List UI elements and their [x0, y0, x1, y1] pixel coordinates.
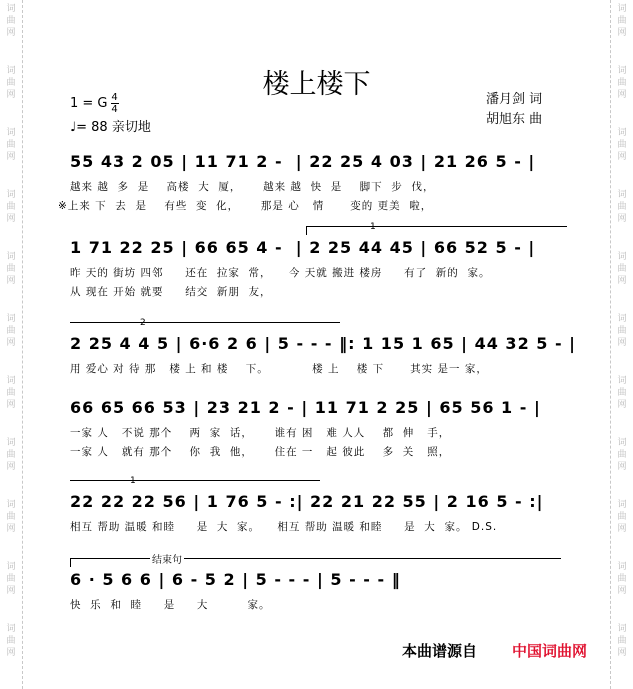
watermark-glyph: 词	[617, 376, 627, 386]
watermark-glyph: 词	[6, 438, 16, 448]
volta-bracket	[70, 322, 340, 331]
time-signature-bottom: 4	[111, 104, 118, 115]
watermark-glyph: 词	[617, 190, 627, 200]
watermark-glyph: 网	[6, 276, 16, 286]
watermark-glyph: 网	[6, 152, 16, 162]
watermark-glyph: 曲	[617, 202, 627, 212]
watermark-glyph: 曲	[617, 16, 627, 26]
lyric-line: 相互 帮助 温暖 和睦 是 大 家。 相互 帮助 温暖 和睦 是 大 家。 D.S.	[70, 521, 498, 533]
watermark-glyph: 词	[6, 314, 16, 324]
lyric-line: 越来 越 多 是 高楼 大 厦， 越来 越 快 是 脚下 步 伐，	[70, 181, 435, 193]
watermark-glyph: 网	[6, 648, 16, 658]
score-row-1	[58, 152, 570, 212]
watermark-glyph: 网	[6, 524, 16, 534]
watermark-glyph: 词	[6, 4, 16, 14]
notation-line: 2 25 4 4 5 | 6·6 2 6 | 5 - - - ‖: 1 15 1 65 | 44 32 5 - |	[70, 334, 577, 353]
watermark-glyph: 网	[617, 152, 627, 162]
notation-line: 1 71 22 25 | 66 65 4 - | 2 25 44 45 | 66 52 5 - |	[70, 238, 536, 257]
watermark-glyph: 词	[6, 128, 16, 138]
watermark-glyph: 曲	[617, 78, 627, 88]
watermark-glyph: 曲	[6, 574, 16, 584]
watermark-glyph: 词	[6, 66, 16, 76]
watermark-glyph: 词	[617, 438, 627, 448]
watermark-glyph: 词	[617, 252, 627, 262]
watermark-glyph: 词	[617, 66, 627, 76]
watermark-glyph: 曲	[6, 636, 16, 646]
lyricist: 潘月剑 词	[486, 92, 543, 107]
watermark-glyph: 曲	[617, 450, 627, 460]
watermark-glyph: 网	[6, 400, 16, 410]
lyric-line: 昨 天的 街坊 四邻 还在 拉家 常， 今 天就 搬进 楼房 有了 新的 家。	[70, 267, 491, 279]
watermark-glyph: 词	[617, 500, 627, 510]
right-watermark-column	[610, 0, 633, 689]
watermark-glyph: 网	[617, 338, 627, 348]
lyric-line: 一家 人 不说 那个 两 家 话， 谁有 困 难 人人 都 伸 手，	[70, 427, 451, 439]
watermark-glyph: 词	[6, 562, 16, 572]
watermark-glyph: 网	[617, 28, 627, 38]
watermark-glyph: 网	[617, 648, 627, 658]
notation-line: 6 · 5 6 6 | 6 - 5 2 | 5 - - - | 5 - - - ‖	[70, 570, 401, 589]
time-signature-top: 4	[111, 92, 118, 103]
watermark-glyph: 网	[617, 524, 627, 534]
score-row-6	[70, 555, 570, 611]
watermark-glyph: 曲	[6, 264, 16, 274]
lyric-line: 快 乐 和 睦 是 大 家。	[70, 599, 271, 611]
watermark-glyph: 词	[6, 190, 16, 200]
watermark-glyph: 网	[6, 586, 16, 596]
watermark-glyph: 词	[617, 128, 627, 138]
tempo-marking: ♩= 88 亲切地	[70, 120, 151, 135]
score-row-5	[70, 476, 570, 533]
watermark-glyph: 曲	[617, 140, 627, 150]
watermark-glyph: 曲	[6, 202, 16, 212]
watermark-glyph: 词	[617, 562, 627, 572]
song-title: 楼上楼下	[262, 69, 371, 100]
watermark-glyph: 曲	[6, 16, 16, 26]
watermark-glyph: 网	[6, 214, 16, 224]
ending-bracket	[70, 558, 561, 567]
volta-bracket	[70, 480, 320, 489]
watermark-glyph: 网	[6, 90, 16, 100]
volta-bracket	[306, 226, 567, 235]
watermark-glyph: 词	[617, 624, 627, 634]
notation-line: 66 65 66 53 | 23 21 2 - | 11 71 2 25 | 65 56 1 - |	[70, 398, 541, 417]
volta-number: 1	[370, 222, 376, 232]
watermark-glyph: 词	[6, 624, 16, 634]
left-watermark-column	[0, 0, 23, 689]
watermark-glyph: 词	[617, 4, 627, 14]
watermark-glyph: 曲	[6, 388, 16, 398]
volta-number: 2	[140, 318, 146, 328]
watermark-glyph: 网	[6, 338, 16, 348]
watermark-glyph: 网	[617, 462, 627, 472]
watermark-glyph: 曲	[6, 512, 16, 522]
watermark-glyph: 网	[617, 400, 627, 410]
lyric-line: 用 爱心 对 待 那 楼 上 和 楼 下。 楼 上 楼 下 其实 是一 家，	[70, 363, 488, 375]
notation-line: 55 43 2 05 | 11 71 2 - | 22 25 4 03 | 21 26 5 - |	[70, 152, 536, 171]
watermark-glyph: 网	[6, 462, 16, 472]
watermark-glyph: 曲	[617, 636, 627, 646]
lyric-line: ※上来 下 去 是 有些 变 化， 那是 心 情 变的 更美 啦，	[58, 200, 433, 212]
watermark-glyph: 曲	[617, 388, 627, 398]
watermark-glyph: 曲	[617, 264, 627, 274]
watermark-glyph: 词	[6, 500, 16, 510]
watermark-glyph: 网	[617, 90, 627, 100]
section-label: 结束句	[150, 551, 184, 566]
volta-number: 1	[130, 476, 136, 486]
time-signature	[110, 92, 119, 115]
watermark-glyph: 网	[617, 586, 627, 596]
score-row-4	[70, 398, 570, 458]
watermark-glyph: 曲	[6, 450, 16, 460]
score-row-2	[70, 222, 570, 298]
watermark-glyph: 曲	[6, 326, 16, 336]
watermark-glyph: 词	[6, 376, 16, 386]
watermark-glyph: 网	[617, 276, 627, 286]
composer: 胡旭东 曲	[486, 112, 543, 127]
footer-site-link[interactable]: 中国词曲网	[512, 642, 588, 660]
watermark-glyph: 曲	[617, 574, 627, 584]
watermark-glyph: 网	[617, 214, 627, 224]
key-signature: 1 = G	[70, 96, 108, 111]
watermark-glyph: 曲	[6, 78, 16, 88]
watermark-glyph: 曲	[6, 140, 16, 150]
watermark-glyph: 曲	[617, 512, 627, 522]
watermark-glyph: 曲	[617, 326, 627, 336]
footer-source-text: 本曲谱源自	[402, 642, 478, 660]
score-row-3	[70, 318, 577, 375]
notation-line: 22 22 22 56 | 1 76 5 - :| 22 21 22 55 | 2 16 5 - :|	[70, 492, 544, 511]
lyric-line: 一家 人 就有 那个 你 我 他， 住在 一 起 彼此 多 关 照，	[70, 446, 451, 458]
watermark-glyph: 网	[6, 28, 16, 38]
lyric-line: 从 现在 开始 就要 结交 新朋 友，	[70, 286, 272, 298]
watermark-glyph: 词	[617, 314, 627, 324]
watermark-glyph: 词	[6, 252, 16, 262]
